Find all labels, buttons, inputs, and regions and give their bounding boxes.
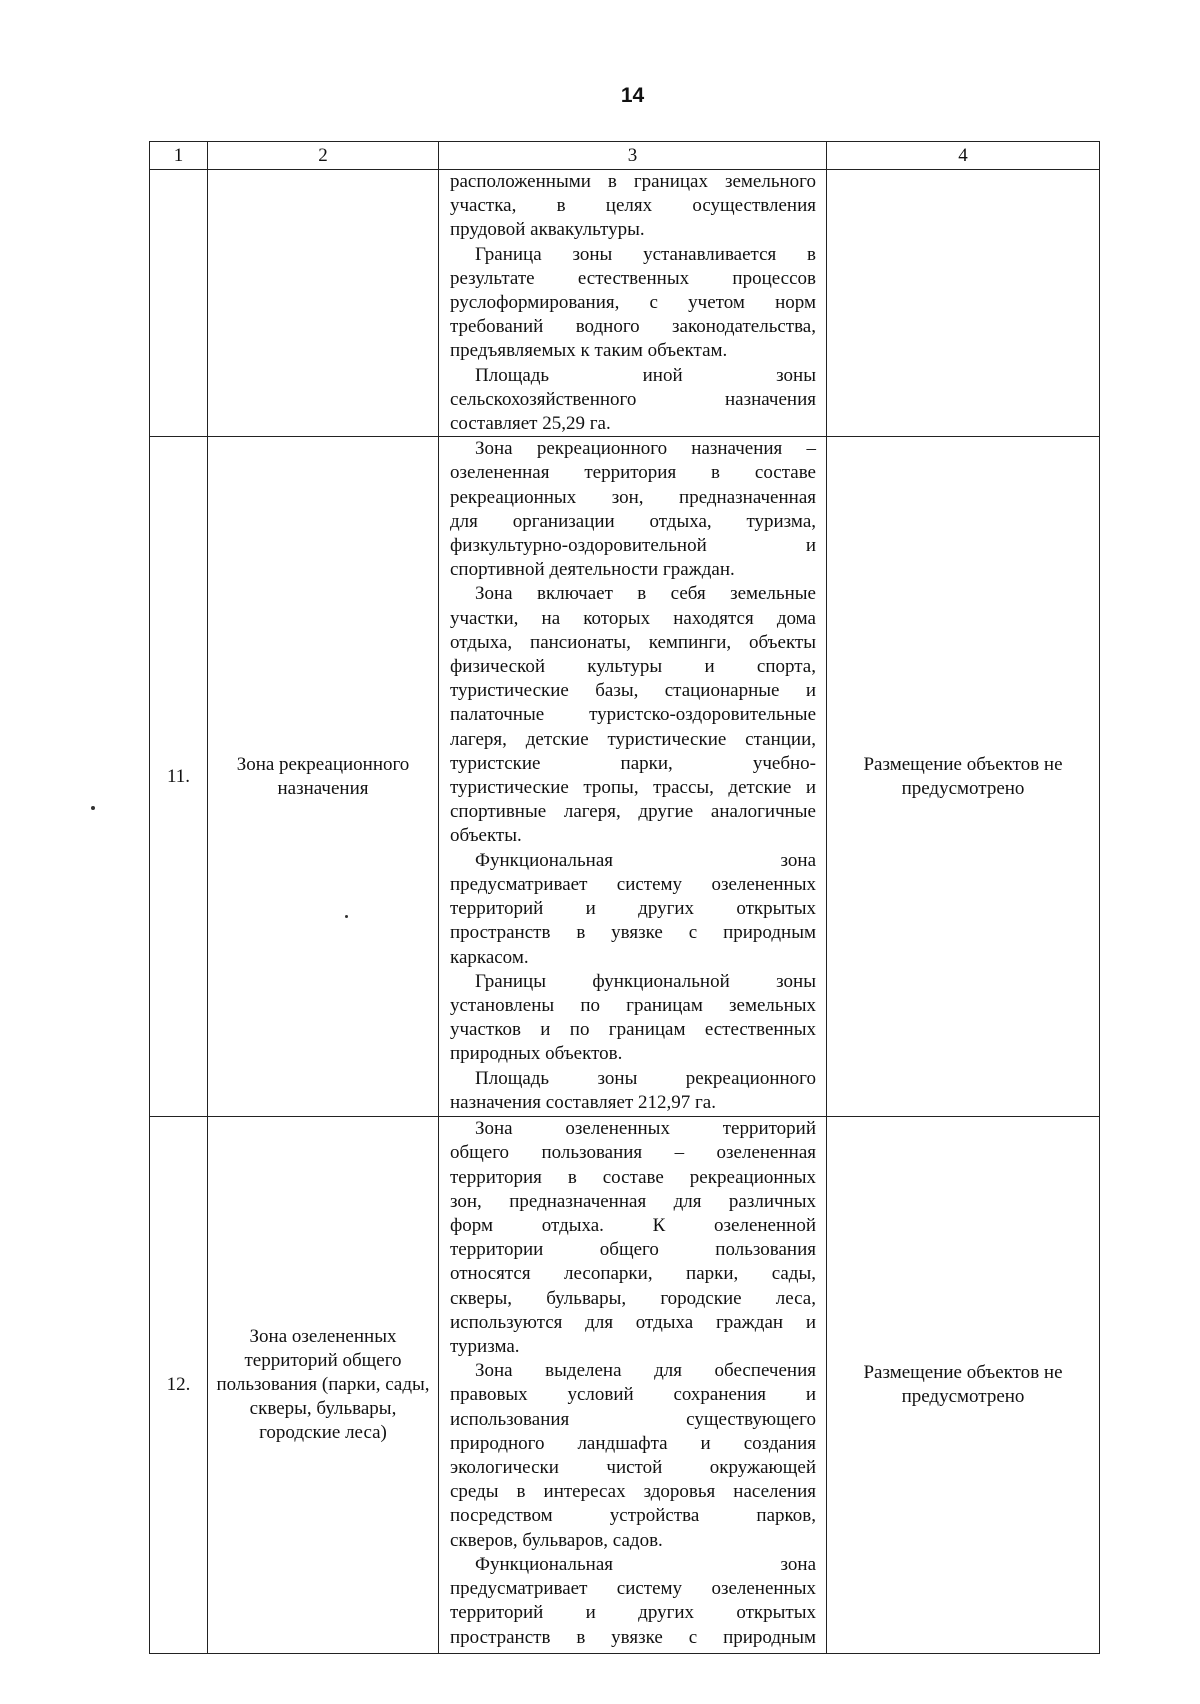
header-cell-1: 1 — [150, 142, 208, 170]
description-line: Зона рекреационного назначения – — [475, 438, 816, 460]
description-line: территорий и других открытых — [450, 898, 816, 920]
description-line: туристические базы, стационарные и — [450, 680, 816, 702]
description-line: установлены по границам земельных — [450, 994, 816, 1016]
description-line: Функциональная зона — [475, 849, 816, 871]
description-line: Функциональная зона — [475, 1553, 816, 1575]
description-line: палаточные туристско-оздоровительные — [450, 704, 816, 726]
row-number — [150, 170, 208, 437]
table-row — [150, 437, 1100, 1117]
description-line: лагеря, детские туристические станции, — [450, 728, 816, 750]
description-line: правовых условий сохранения и — [450, 1384, 816, 1406]
description-line: спортивные лагеря, другие аналогичные — [450, 801, 816, 823]
zone-description — [439, 170, 827, 437]
zone-name: Зона озелененных территорий общего пользования (парки, сады, скверы, бульвары, городские леса) — [208, 1117, 439, 1654]
description-line: прудовой аквакультуры. — [450, 219, 645, 241]
description-line: посредством устройства парков, — [450, 1505, 816, 1527]
description-line: использования существующего — [450, 1408, 816, 1430]
description-line: туристские парки, учебно- — [450, 752, 816, 774]
description-line: зон, предназначенная для различных — [450, 1190, 816, 1212]
header-row — [150, 142, 1100, 170]
description-line: пространств в увязке с природным — [450, 922, 816, 944]
description-line: требований водного законодательства, — [450, 316, 816, 338]
placement-note: Размещение объектов не предусмотрено — [827, 437, 1100, 1117]
page-number: 14 — [620, 84, 645, 107]
description-line: скверов, бульваров, садов. — [450, 1529, 663, 1551]
description-line: объекты. — [450, 825, 522, 847]
description-line: относятся лесопарки, парки, сады, — [450, 1263, 816, 1285]
description-line: природного ландшафта и создания — [450, 1432, 816, 1454]
description-line: рекреационных зон, предназначенная — [450, 486, 816, 508]
description-line: туристические тропы, трассы, детские и — [450, 777, 816, 799]
zone-name — [208, 170, 439, 437]
placement-note: Размещение объектов не предусмотрено — [827, 1117, 1100, 1654]
description-line: результате естественных процессов — [450, 267, 816, 289]
description-line: участки, на которых находятся дома — [450, 607, 816, 629]
description-line: физкультурно-оздоровительной и — [450, 535, 816, 557]
description-line: Граница зоны устанавливается в — [475, 243, 816, 265]
description-line: участка, в целях осуществления — [450, 195, 816, 217]
zone-description — [439, 437, 827, 1117]
description-line: Площадь зоны рекреационного — [475, 1067, 816, 1089]
zone-name: Зона рекреационного назначения — [208, 437, 439, 1117]
table-row — [150, 170, 1100, 437]
description-line: физической культуры и спорта, — [450, 656, 816, 678]
description-line: территорий и других открытых — [450, 1602, 816, 1624]
description-line: общего пользования – озелененная — [450, 1142, 816, 1164]
description-line: скверы, бульвары, городские леса, — [450, 1287, 816, 1309]
description-line: озелененная территория в составе — [450, 462, 816, 484]
header-cell-2: 2 — [208, 142, 439, 170]
row-number: 12. — [150, 1117, 208, 1654]
row-number: 11. — [150, 437, 208, 1117]
description-line: составляет 25,29 га. — [450, 413, 611, 435]
description-line: отдыха, пансионаты, кемпинги, объекты — [450, 631, 816, 653]
placement-note — [827, 170, 1100, 437]
description-line: территория в составе рекреационных — [450, 1166, 816, 1188]
description-line: территории общего пользования — [450, 1239, 816, 1261]
description-line: расположенными в границах земельного — [450, 171, 816, 192]
scan-speck — [91, 806, 95, 810]
description-line: экологически чистой окружающей — [450, 1457, 816, 1479]
zone-description — [439, 1117, 827, 1654]
description-line: среды в интересах здоровья населения — [450, 1481, 816, 1503]
description-line: предъявляемых к таким объектам. — [450, 340, 728, 362]
scan-speck — [345, 915, 348, 918]
description-line: Зона включает в себя земельные — [475, 583, 816, 605]
description-line: для организации отдыха, туризма, — [450, 510, 816, 532]
description-line: Зона озелененных территорий — [475, 1118, 816, 1140]
description-line: каркасом. — [450, 946, 529, 968]
description-line: сельскохозяйственного назначения — [450, 388, 816, 410]
description-line: используются для отдыха граждан и — [450, 1311, 816, 1333]
description-line: предусматривает систему озелененных — [450, 1578, 816, 1600]
description-line: Границы функциональной зоны — [475, 970, 816, 992]
description-line: природных объектов. — [450, 1043, 623, 1065]
description-line: Зона выделена для обеспечения — [475, 1360, 816, 1382]
description-line: форм отдыха. К озелененной — [450, 1215, 816, 1237]
header-cell-3: 3 — [439, 142, 827, 170]
zones-table — [149, 141, 1100, 1654]
description-line: Площадь иной зоны — [475, 364, 816, 386]
table-row — [150, 1117, 1100, 1654]
description-line: предусматривает систему озелененных — [450, 873, 816, 895]
description-line: руслоформирования, с учетом норм — [450, 292, 816, 314]
description-line: назначения составляет 212,97 га. — [450, 1091, 716, 1113]
header-cell-4: 4 — [827, 142, 1100, 170]
description-line: пространств в увязке с природным — [450, 1626, 816, 1648]
description-line: участков и по границам естественных — [450, 1019, 816, 1041]
description-line: спортивной деятельности граждан. — [450, 559, 735, 581]
description-line: туризма. — [450, 1336, 520, 1358]
